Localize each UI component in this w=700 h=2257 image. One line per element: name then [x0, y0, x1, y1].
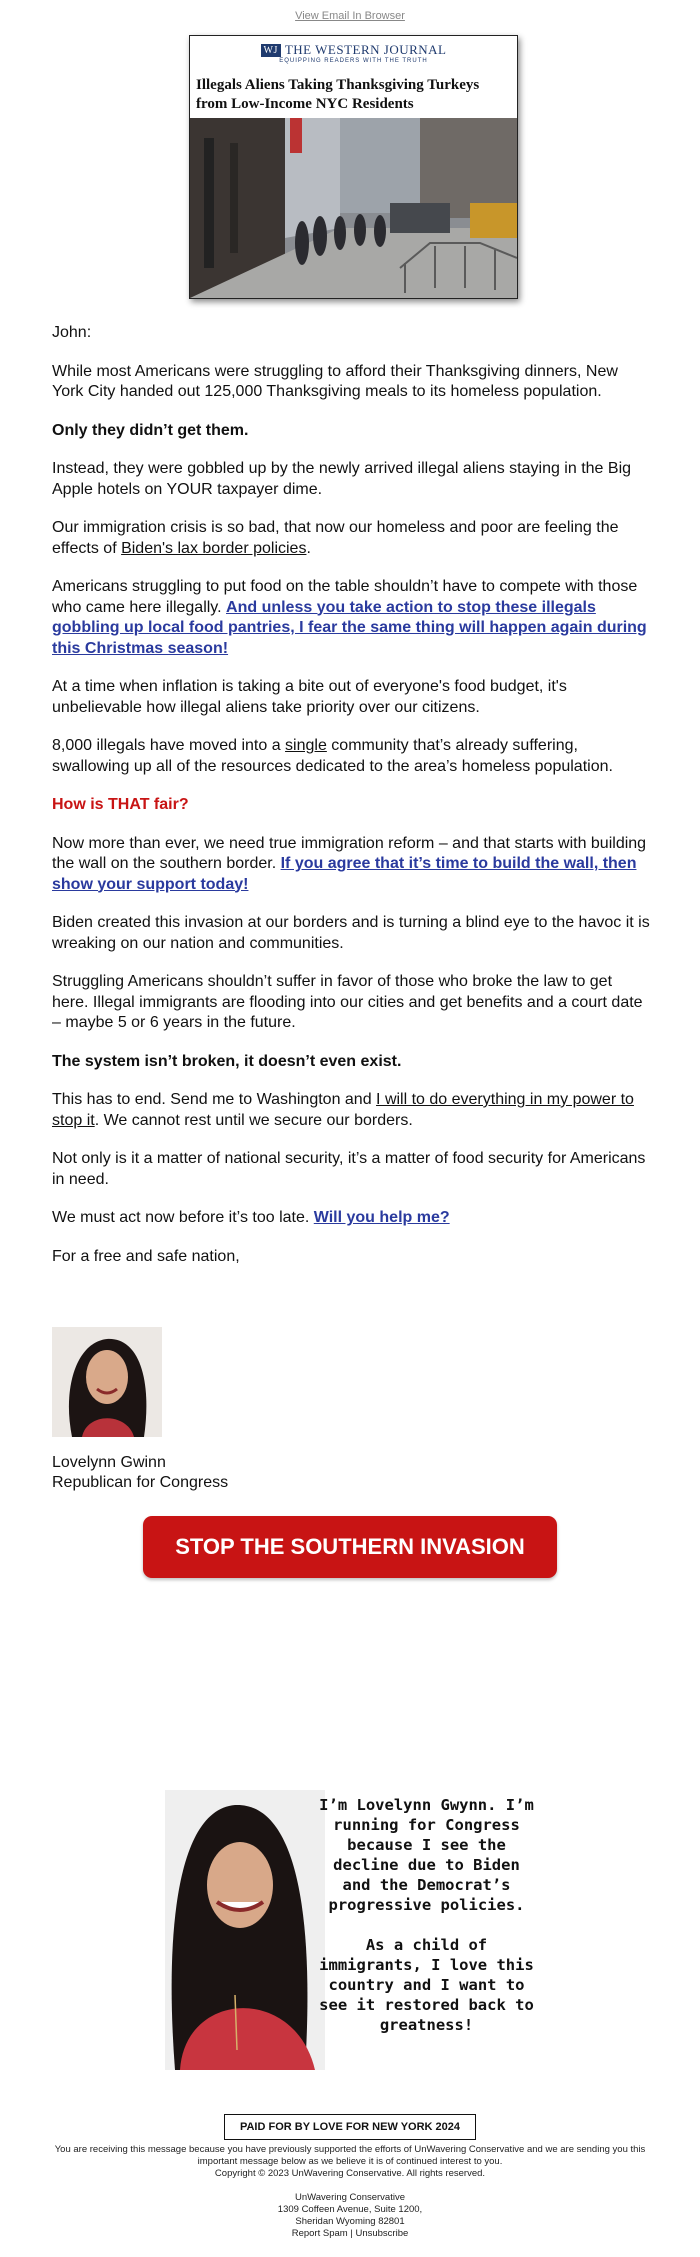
text: . [306, 539, 311, 557]
paragraph: At a time when inflation is taking a bite out of everyone's food budget, it's unbelievable how illegal aliens take priority over our citizens. [52, 678, 567, 716]
footer-links [50, 2228, 650, 2240]
underlined-text: single [285, 737, 327, 754]
promo-message [318, 1790, 535, 2035]
logo-tagline: EQUIPPING READERS WITH THE TRUTH [279, 58, 428, 64]
paragraph: While most Americans were struggling to afford their Thanksgiving dinners, New York City handed out 125,000 Thanksgiving meals to its homeless population. [52, 362, 618, 400]
western-journal-logo [190, 42, 517, 58]
footer-org: UnWavering Conservative [295, 2192, 405, 2203]
footer-notice: You are receiving this message because you have previously supported the efforts of UnWavering Conservative and we are sending you this important message below as we believe it is of continued interest to you. [54, 2144, 646, 2167]
sign-off: For a free and safe nation, [52, 1247, 240, 1265]
signature-block [52, 1453, 352, 1493]
report-spam-link[interactable]: Report Spam [291, 2228, 348, 2239]
text: 8,000 illegals have moved into a [52, 737, 286, 754]
logo-mark: WJ [261, 44, 281, 57]
paragraph [52, 834, 650, 896]
unsubscribe-link[interactable]: Unsubscribe [355, 2228, 409, 2239]
build-wall-link[interactable]: If you agree that it’s time to build the wall, then show your support today! [52, 855, 637, 893]
promo-line: I’m Lovelynn Gwynn. I’m running for Congress because I see the decline due to Biden and the Democrat’s progressive policies. [319, 1796, 534, 1914]
email-footer [50, 2144, 650, 2240]
action-link[interactable]: And unless you take action to stop these illegals gobbling up local food pantries, I fear the same thing will happen again during this Christmas season! [52, 598, 647, 657]
stop-invasion-button[interactable]: STOP THE SOUTHERN INVASION [143, 1516, 557, 1578]
candidate-promo-image [165, 1790, 535, 2070]
signature-title: Republican for Congress [52, 1474, 229, 1491]
paragraph: Instead, they were gobbled up by the newly arrived illegal aliens staying in the Big Apple hotels on YOUR taxpayer dime. [52, 460, 632, 498]
paragraph [52, 1208, 650, 1229]
hero-headline: Illegals Aliens Taking Thanksgiving Turkeys from Low-Income NYC Residents [196, 77, 480, 112]
footer-separator: | [350, 2228, 353, 2239]
underlined-text: Biden's lax border policies [121, 539, 307, 557]
text: Now more than ever, we need true immigration reform – and that starts with building the wall on the southern border. [52, 834, 647, 872]
greeting: John: [52, 324, 92, 341]
signature-name: Lovelynn Gwinn [52, 1454, 166, 1471]
help-me-link[interactable]: Will you help me? [313, 1209, 450, 1226]
candidate-promo-photo [165, 1790, 325, 2070]
text: This has to end. Send me to Washington and [52, 1091, 377, 1108]
paragraph: Biden created this invasion at our borders and is turning a blind eye to the havoc it is wreaking on our nation and communities. [52, 914, 650, 952]
underlined-text: I will to do everything in my power to stop it [52, 1091, 634, 1129]
email-body [52, 323, 650, 1285]
paragraph [52, 577, 650, 659]
paragraph: Struggling Americans shouldn’t suffer in favor of those who broke the law to get here. Illegal immigrants are flooding into our cities and get benefits and a court date – maybe 5 or 6 years in the future. [52, 973, 643, 1031]
footer-address: 1309 Coffeen Avenue, Suite 1200, [277, 2204, 423, 2215]
text: Our immigration crisis is so bad, that now our homeless and poor are feeling the effects of [52, 519, 619, 557]
paragraph-bold: Only they didn’t get them. [52, 421, 249, 439]
text: community that’s already suffering, swallowing up all of the resources dedicated to the area’s homeless population. [52, 737, 613, 775]
text: We must act now before it’s too late. [52, 1209, 314, 1226]
footer-copyright: Copyright © 2023 UnWavering Conservative. All rights reserved. [214, 2168, 486, 2179]
paragraph [52, 736, 650, 777]
paragraph [52, 518, 650, 559]
candidate-headshot [52, 1327, 162, 1437]
hero-article-image[interactable] [189, 35, 518, 299]
street-photo [190, 118, 517, 298]
promo-line: As a child of immigrants, I love this country and I want to see it restored back to greatness! [319, 1936, 534, 2034]
paragraph [52, 1090, 650, 1131]
red-callout: How is THAT fair? [52, 796, 189, 813]
paragraph-bold: The system isn’t broken, it doesn’t even exist. [52, 1052, 402, 1070]
logo-text: THE WESTERN JOURNAL [284, 42, 447, 57]
paid-for-disclaimer: PAID FOR BY LOVE FOR NEW YORK 2024 [224, 2114, 476, 2140]
footer-address: Sheridan Wyoming 82801 [295, 2216, 405, 2227]
text: Americans struggling to put food on the table shouldn’t have to compete with those who came here illegally. [52, 578, 638, 616]
text: . We cannot rest until we secure our borders. [94, 1111, 413, 1129]
view-in-browser-link[interactable]: View Email In Browser [295, 10, 405, 22]
paragraph: Not only is it a matter of national security, it’s a matter of food security for Americans in need. [52, 1150, 646, 1188]
